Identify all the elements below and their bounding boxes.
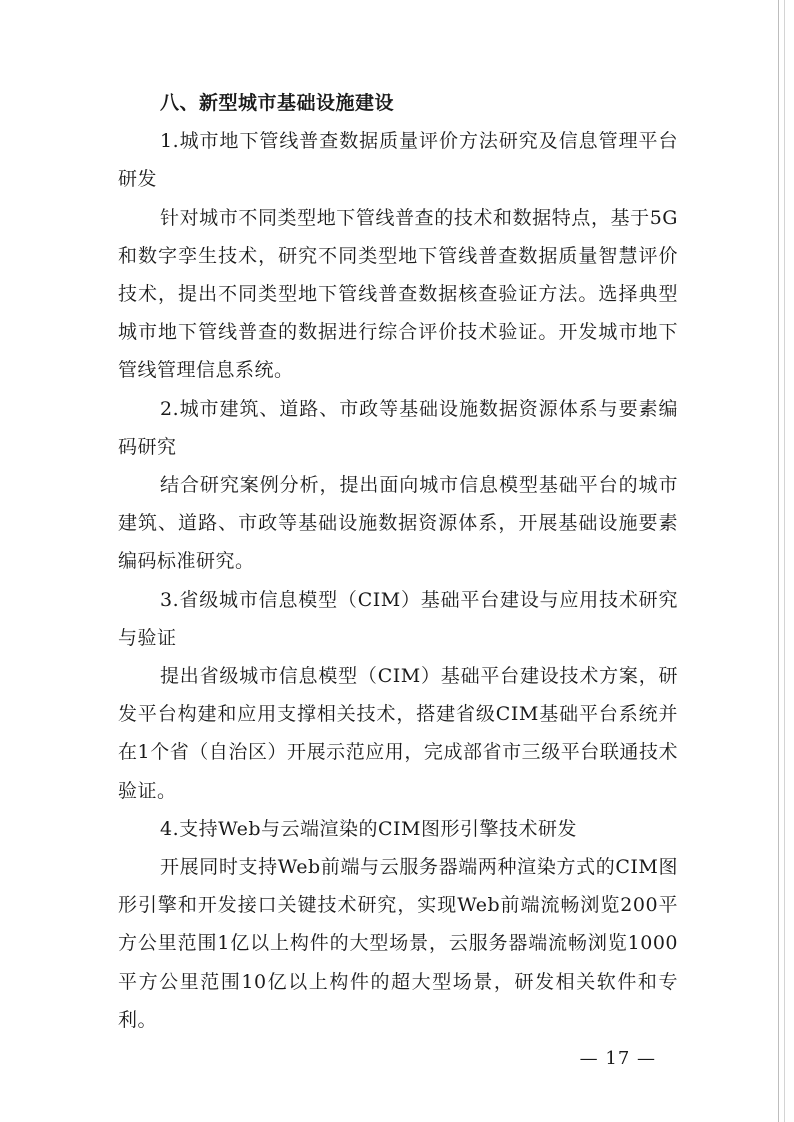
body-paragraph-2: 结合研究案例分析，提出面向城市信息模型基础平台的城市建筑、道路、市政等基础设施数据资源体系，开展基础设施要素编码标准研究。 <box>118 474 678 573</box>
body-paragraph-4: 开展同时支持Web前端与云服务器端两种渲染方式的CIM图形引擎和开发接口关键技术研究，实现Web前端流畅浏览200平方公里范围1亿以上构件的大型场景，云服务器端流畅浏览1000平方公里范围10亿以上构件的超大型场景，研发相关软件和专利。 <box>118 856 678 1031</box>
subsection-title-2: 2.城市建筑、道路、市政等基础设施数据资源体系与要素编码研究 <box>118 397 678 458</box>
subsection-title-4: 4.支持Web与云端渲染的CIM图形引擎技术研发 <box>160 817 578 840</box>
document-body <box>118 84 678 1039</box>
subsection-title-3: 3.省级城市信息模型（CIM）基础平台建设与应用技术研究与验证 <box>118 588 678 649</box>
page-number: — 17 — <box>579 1048 656 1069</box>
section-heading: 八、新型城市基础设施建设 <box>160 92 395 114</box>
scan-edge-line <box>778 0 779 1122</box>
body-paragraph-3: 提出省级城市信息模型（CIM）基础平台建设技术方案，研发平台构建和应用支撑相关技术，搭建省级CIM基础平台系统并在1个省（自治区）开展示范应用，完成部省市三级平台联通技术验证。 <box>118 665 678 802</box>
subsection-title-1: 1.城市地下管线普查数据质量评价方法研究及信息管理平台研发 <box>118 130 678 191</box>
body-paragraph-1: 针对城市不同类型地下管线普查的技术和数据特点，基于5G和数字孪生技术，研究不同类型地下管线普查数据质量智慧评价技术，提出不同类型地下管线普查数据核查验证方法。选择典型城市地下管线普查的数据进行综合评价技术验证。开发城市地下管线管理信息系统。 <box>118 206 678 382</box>
scan-edge-line <box>784 0 785 1122</box>
